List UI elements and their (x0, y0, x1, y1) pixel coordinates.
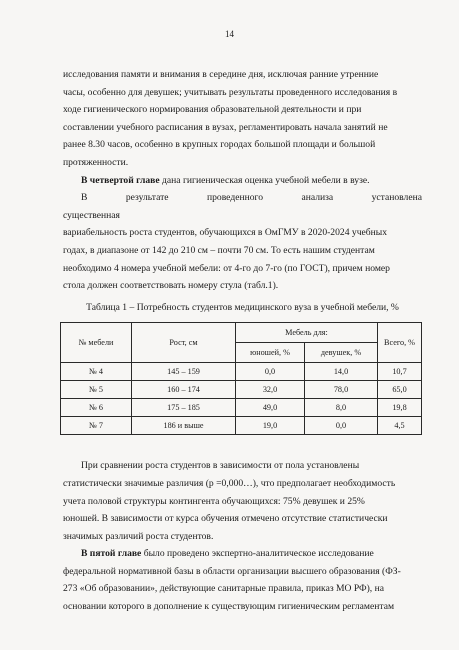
table-cell: 65,0 (378, 381, 422, 399)
table-row (61, 417, 422, 435)
table-row (61, 399, 422, 417)
text-line: необходимо 4 номера учебной мебели: от 4-го до 7-го (по ГОСТ), причем номер (63, 262, 390, 274)
table-cell: № 6 (61, 399, 132, 417)
table-cell: 32,0 (236, 381, 305, 399)
table-cell: 0,0 (236, 363, 305, 381)
header-height: Рост, см (132, 323, 236, 363)
text-line: годах, в диапазоне от 142 до 210 см – почти 70 см. То есть нашим студентам (63, 244, 375, 256)
table-cell: 78,0 (305, 381, 378, 399)
furniture-table (60, 322, 422, 435)
table-header-row (61, 323, 422, 343)
text-line: федеральной нормативной базы в области организации высшего образования (ФЗ- (63, 565, 401, 577)
table-caption: Таблица 1 – Потребность студентов медицинского вуза в учебной мебели, % (86, 301, 399, 313)
paragraph-2 (63, 172, 422, 190)
table-cell: 145 – 159 (132, 363, 236, 381)
table-cell: 19,0 (236, 417, 305, 435)
table-cell: 175 – 185 (132, 399, 236, 417)
paragraph-4 (63, 457, 422, 545)
text-line: составлении учебного расписания в вузах, регламентировать начала занятий не (63, 121, 388, 133)
table-cell: 0,0 (305, 417, 378, 435)
text-line (63, 545, 422, 563)
chapter-5-heading: В пятой главе (81, 548, 142, 560)
paragraph-text: дана гигиеническая оценка учебной мебели в вузе. (159, 174, 370, 186)
chapter-4-heading: В четвертой главе (81, 174, 160, 186)
table-cell: 160 – 174 (132, 381, 236, 399)
table-cell: 10,7 (378, 363, 422, 381)
page-number: 14 (225, 29, 234, 39)
text-line: часы, особенно для девушек; учитывать результаты проведенного исследования в (63, 86, 398, 98)
header-total: Всего, % (378, 323, 422, 363)
table-cell: 8,0 (305, 399, 378, 417)
table-cell: 49,0 (236, 399, 305, 417)
header-furniture-number: № мебели (61, 323, 132, 363)
paragraph-3 (63, 189, 422, 295)
table-cell: 14,0 (305, 363, 378, 381)
table-cell: № 5 (61, 381, 132, 399)
text-line: При сравнении роста студентов в зависимости от пола установлены (81, 460, 360, 472)
table-row (61, 363, 422, 381)
text-line: ходе гигиенического нормирования образовательной деятельности и при (63, 104, 362, 116)
text-line: учета половой структуры контингента обучающихся: 75% девушек и 25% (63, 495, 365, 507)
text-line: 273 «Об образовании», действующие санитарные правила, приказ МО РФ), на (63, 583, 385, 595)
table-cell: № 4 (61, 363, 132, 381)
table-cell: 4,5 (378, 417, 422, 435)
table-row (61, 381, 422, 399)
text-line: основании которого в дополнение к существующим гигиеническим регламентам (63, 601, 395, 613)
table-cell: 186 и выше (132, 417, 236, 435)
text-line: В результате проведенного анализа установлена существенная (63, 192, 422, 221)
text-line: стола должен соответствовать номеру стула (табл.1). (63, 280, 279, 292)
text-line: вариабельность роста студентов, обучающихся в ОмГМУ в 2020-2024 учебных (63, 227, 388, 239)
text-line: статистически значимые различия (p =0,000…), что предполагает необходимость (63, 477, 396, 489)
paragraph-1 (63, 66, 422, 172)
text-line: ранее 8.30 часов, особенно в крупных городах большой площади и большой (63, 139, 376, 151)
paragraph-text: было проведено экспертно-аналитическое исследование (141, 548, 374, 560)
text-line: протяженности. (63, 156, 129, 168)
text-line: исследования памяти и внимания в середине дня, исключая ранние утренние (63, 69, 379, 80)
header-boys: юношей, % (236, 343, 305, 363)
header-girls: девушек, % (305, 343, 378, 363)
page-body (63, 66, 422, 616)
table-cell: 19,8 (378, 399, 422, 417)
text-line: значимых различий роста студентов. (63, 530, 214, 542)
header-furniture-for: Мебель для: (236, 323, 378, 343)
text-line: юношей. В зависимости от курса обучения отмечено отсутствие статистически (63, 513, 388, 525)
table-cell: № 7 (61, 417, 132, 435)
paragraph-5 (63, 545, 422, 615)
